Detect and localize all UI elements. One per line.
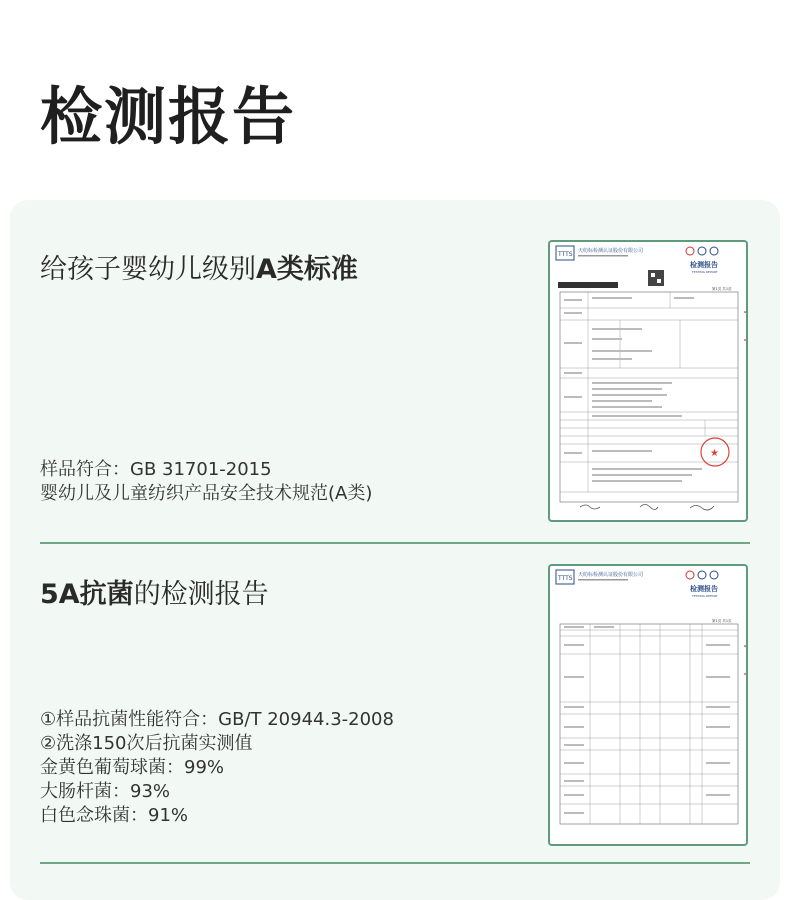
svg-text:★: ★	[710, 448, 719, 459]
section1-title	[40, 256, 358, 283]
section2-desc-line: ②洗涤150次后抗菌实测值	[40, 733, 253, 754]
section2-desc	[40, 708, 394, 828]
report1-logo: TTTS	[558, 251, 573, 258]
section2-title	[40, 581, 269, 608]
report2-image	[548, 564, 748, 846]
section1-desc-line: 样品符合：GB 31701-2015	[40, 459, 272, 480]
report2-logo: TTTS	[558, 575, 573, 582]
section2-title-suffix: 的检测报告	[133, 579, 269, 610]
section2-desc-line: ①样品抗菌性能符合：GB/T 20944.3-2008	[40, 709, 394, 730]
section1-title-bold: A类标准	[256, 254, 358, 285]
report1-image	[548, 240, 748, 522]
section1-desc-line: 婴幼儿及儿童纺织产品安全技术规范(A类)	[40, 483, 373, 504]
report1-org: 天纺标检测认证股份有限公司	[578, 248, 644, 254]
section1-title-prefix: 给孩子婴幼儿级别	[40, 254, 256, 285]
section-divider-bottom	[40, 862, 750, 864]
section2-title-bold: 5A抗菌	[40, 579, 134, 610]
report1-heading: 检测报告	[690, 261, 718, 269]
section-divider	[40, 542, 750, 544]
section2-desc-line: 金黄色葡萄球菌：99%	[40, 757, 225, 778]
report1-page-no: 第1页 共1页	[712, 287, 732, 291]
report2-heading: 检测报告	[690, 585, 718, 593]
section2-desc-line: 大肠杆菌：93%	[40, 781, 171, 802]
report1-heading-en: TESTING REPORT	[692, 270, 718, 274]
section2-desc-line: 白色念珠菌：91%	[40, 805, 189, 826]
report2-heading-en: TESTING REPORT	[692, 594, 718, 598]
page-title: 检测报告	[40, 80, 297, 153]
report2-page-no: 第1页 共1页	[712, 619, 732, 623]
report2-org: 天纺标检测认证股份有限公司	[578, 572, 644, 578]
section1-desc	[40, 458, 372, 506]
